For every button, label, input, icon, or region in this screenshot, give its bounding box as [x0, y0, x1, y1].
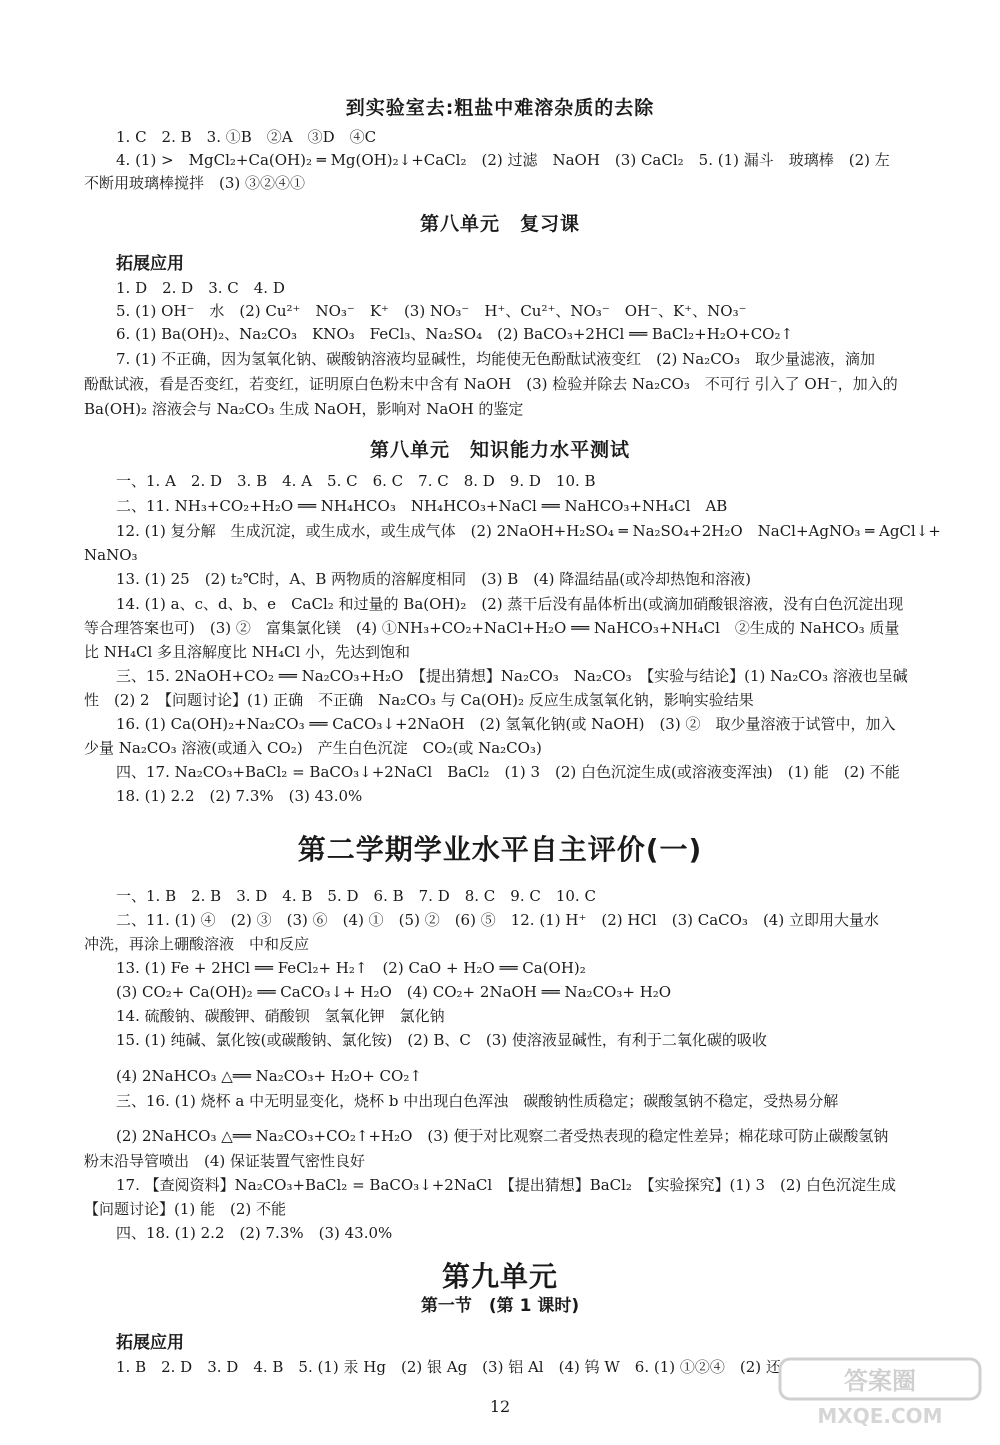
answer-line: (4) 2NaHCO₃ △══ Na₂CO₃+ H₂O+ CO₂↑: [116, 1067, 422, 1085]
answer-line: 1. C 2. B 3. ①B ②A ③D ④C: [116, 128, 377, 146]
answer-line: (2) 2NaHCO₃ △══ Na₂CO₃+CO₂↑+H₂O (3) 便于对比观察二者受热表现的稳定性差异；棉花球可防止碳酸氢钠: [116, 1127, 889, 1145]
answer-line: NaNO₃: [84, 546, 138, 564]
watermark-logo: [776, 1353, 986, 1431]
answer-line: 13. (1) Fe + 2HCl ══ FeCl₂+ H₂↑ (2) CaO + H₂O ══ Ca(OH)₂: [116, 959, 586, 977]
answer-line: 三、16. (1) 烧杯 a 中无明显变化，烧杯 b 中出现白色浑浊 碳酸钠性质稳定；碳酸氢钠不稳定，受热易分解: [116, 1092, 839, 1110]
answer-line: 13. (1) 25 (2) t₂℃时，A、B 两物质的溶解度相同 (3) B (4) 降温结晶(或冷却热饱和溶液): [116, 570, 751, 588]
section-heading: 第九单元: [441, 1260, 558, 1293]
answer-line: 6. (1) Ba(OH)₂、Na₂CO₃ KNO₃ FeCl₃、Na₂SO₄ (2) BaCO₃+2HCl ══ BaCl₂+H₂O+CO₂↑: [116, 325, 794, 343]
answer-line: 粉末沿导管喷出 (4) 保证装置气密性良好: [84, 1152, 366, 1170]
section-label: 拓展应用: [116, 1333, 184, 1353]
section-heading: 第八单元 知识能力水平测试: [369, 439, 630, 461]
answer-line: 17. 【查阅资料】Na₂CO₃+BaCl₂ = BaCO₃↓+2NaCl 【提出猜想】BaCl₂ 【实验探究】(1) 3 (2) 白色沉淀生成: [116, 1176, 897, 1194]
answer-line: 二、11. NH₃+CO₂+H₂O ══ NH₄HCO₃ NH₄HCO₃+NaCl ══ NaHCO₃+NH₄Cl AB: [116, 497, 728, 515]
svg-text:MXQE.COM: MXQE.COM: [817, 1404, 943, 1428]
answer-line: 三、15. 2NaOH+CO₂ ══ Na₂CO₃+H₂O 【提出猜想】Na₂CO₃ Na₂CO₃ 【实验与结论】(1) Na₂CO₃ 溶液也呈碱: [116, 667, 908, 685]
answer-line: 18. (1) 2.2 (2) 7.3% (3) 43.0%: [116, 787, 363, 805]
section-heading: 到实验室去:粗盐中难溶杂质的去除: [345, 97, 655, 119]
answer-line: 1. D 2. D 3. C 4. D: [116, 279, 285, 297]
answer-line: 4. (1) > MgCl₂+Ca(OH)₂ ═ Mg(OH)₂↓+CaCl₂ (2) 过滤 NaOH (3) CaCl₂ 5. (1) 漏斗 玻璃棒 (2) 左: [116, 151, 890, 169]
answer-line: 16. (1) Ca(OH)₂+Na₂CO₃ ══ CaCO₃↓+2NaOH (2) 氢氧化钠(或 NaOH) (3) ② 取少量溶液于试管中，加入: [116, 715, 896, 733]
answer-line: 二、11. (1) ④ (2) ③ (3) ⑥ (4) ① (5) ② (6) ⑤ 12. (1) H⁺ (2) HCl (3) CaCO₃ (4) 立即用大量水: [116, 911, 879, 929]
page-number: 12: [489, 1397, 511, 1416]
answer-line: 15. (1) 纯碱、氯化铵(或碳酸钠、氯化铵) (2) B、C (3) 使溶液显碱性，有利于二氧化碳的吸收: [116, 1031, 767, 1049]
svg-text:答案圈: 答案圈: [844, 1367, 916, 1395]
answer-line: 7. (1) 不正确，因为氢氧化钠、碳酸钠溶液均显碱性，均能使无色酚酞试液变红 (2) Na₂CO₃ 取少量滤液，滴加: [116, 350, 875, 368]
answer-line: 不断用玻璃棒搅拌 (3) ③②④①: [84, 174, 306, 192]
answer-line: 一、1. A 2. D 3. B 4. A 5. C 6. C 7. C 8. D 9. D 10. B: [116, 472, 596, 490]
answer-line: 性 (2) 2 【问题讨论】(1) 正确 不正确 Na₂CO₃ 与 Ca(OH)₂ 反应生成氢氧化钠，影响实验结果: [84, 691, 754, 709]
answer-line: 14. 硫酸钠、碳酸钾、硝酸钡 氢氧化钾 氯化钠: [116, 1007, 445, 1025]
section-heading: 第八单元 复习课: [419, 213, 580, 235]
answer-line: 酚酞试液，看是否变红，若变红，证明原白色粉末中含有 NaOH (3) 检验并除去 Na₂CO₃ 不可行 引入了 OH⁻，加入的: [84, 375, 898, 393]
answer-line: 14. (1) a、c、d、b、e CaCl₂ 和过量的 Ba(OH)₂ (2) 蒸干后没有晶体析出(或滴加硝酸银溶液，没有白色沉淀出现: [116, 595, 904, 613]
answer-line: 比 NH₄Cl 多且溶解度比 NH₄Cl 小，先达到饱和: [84, 643, 411, 661]
answer-line: 冲洗，再涂上硼酸溶液 中和反应: [84, 935, 310, 953]
answer-line: 一、1. B 2. B 3. D 4. B 5. D 6. B 7. D 8. C 9. C 10. C: [116, 887, 596, 905]
answer-line: 【问题讨论】(1) 能 (2) 不能: [84, 1200, 287, 1218]
answer-line: 四、18. (1) 2.2 (2) 7.3% (3) 43.0%: [116, 1224, 393, 1242]
answer-line: (3) CO₂+ Ca(OH)₂ ══ CaCO₃↓+ H₂O (4) CO₂+ 2NaOH ══ Na₂CO₃+ H₂O: [116, 983, 672, 1001]
answer-line: 四、17. Na₂CO₃+BaCl₂ = BaCO₃↓+2NaCl BaCl₂ (1) 3 (2) 白色沉淀生成(或溶液变浑浊) (1) 能 (2) 不能: [116, 763, 900, 781]
section-label: 拓展应用: [116, 254, 184, 274]
answer-line: 等合理答案也可) (3) ② 富集氯化镁 (4) ①NH₃+CO₂+NaCl+H₂O ══ NaHCO₃+NH₄Cl ②生成的 NaHCO₃ 质量: [84, 619, 900, 637]
answer-line: 5. (1) OH⁻ 水 (2) Cu²⁺ NO₃⁻ K⁺ (3) NO₃⁻ H⁺、Cu²⁺、NO₃⁻ OH⁻、K⁺、NO₃⁻: [116, 302, 747, 320]
section-heading: 第二学期学业水平自主评价(一): [297, 833, 703, 866]
answer-line: 1. B 2. D 3. D 4. B 5. (1) 汞 Hg (2) 银 Ag (3) 铝 Al (4) 钨 W 6. (1) ①②④ (2) 还: [116, 1358, 781, 1376]
answer-line: 少量 Na₂CO₃ 溶液(或通入 CO₂) 产生白色沉淀 CO₂(或 Na₂CO₃): [84, 739, 542, 757]
answer-line: 12. (1) 复分解 生成沉淀，或生成水，或生成气体 (2) 2NaOH+H₂SO₄ ═ Na₂SO₄+2H₂O NaCl+AgNO₃ ═ AgCl↓+: [116, 522, 941, 540]
subsection-heading: 第一节 (第 1 课时): [420, 1296, 580, 1316]
answer-line: Ba(OH)₂ 溶液会与 Na₂CO₃ 生成 NaOH，影响对 NaOH 的鉴定: [84, 400, 524, 418]
